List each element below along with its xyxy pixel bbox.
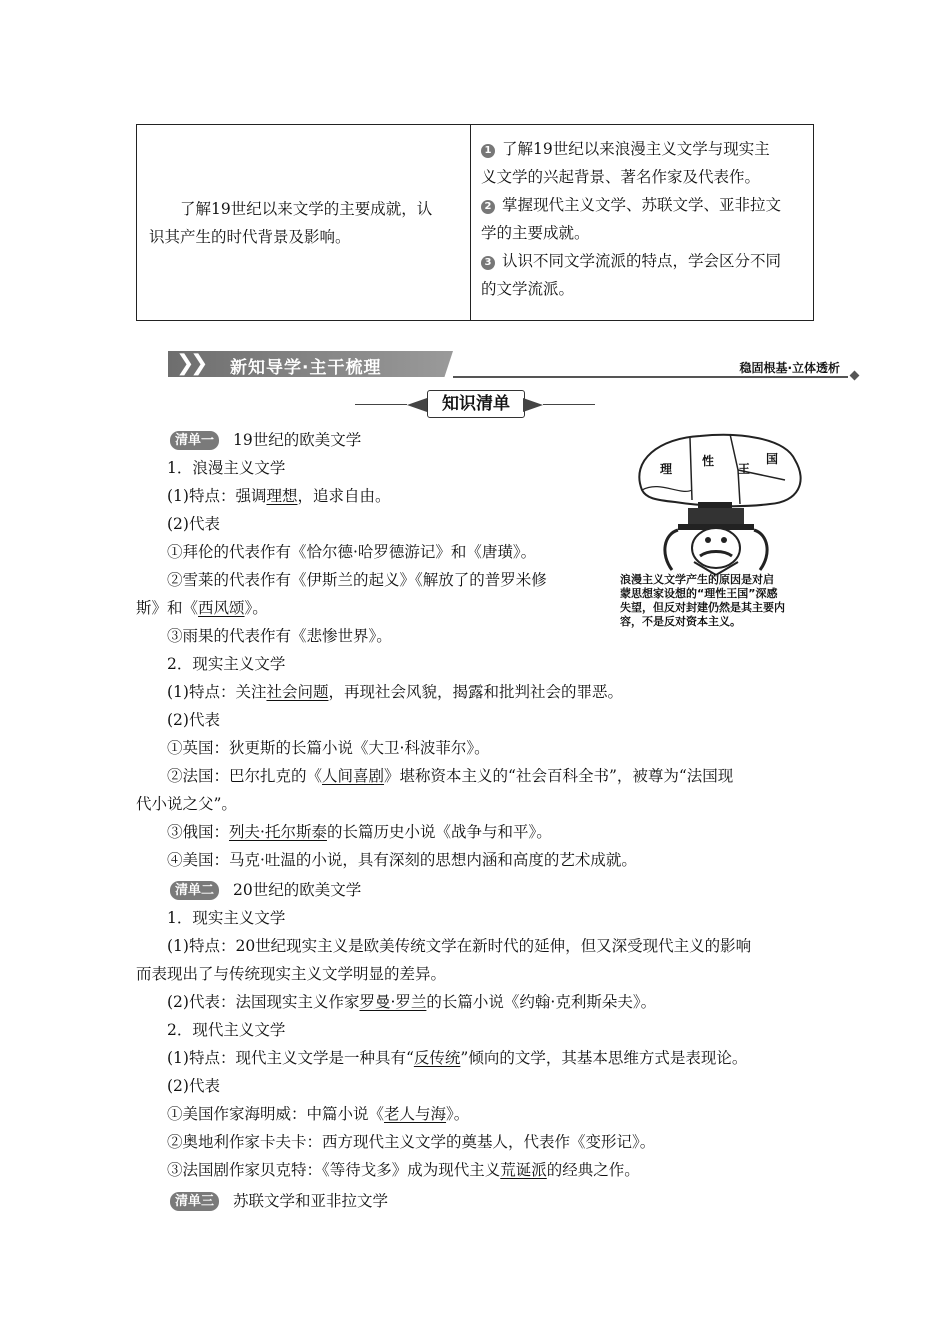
answer-blank: 西风颂: [198, 599, 245, 617]
number-3-icon: 3: [481, 256, 495, 270]
diamond-icon: [850, 371, 860, 381]
objectives-goals: [471, 125, 813, 320]
list-badge: 清单二: [170, 881, 219, 900]
answer-blank: 人间喜剧: [322, 767, 385, 785]
list-heading: [136, 876, 850, 904]
text-line: (2)代表: [167, 1077, 220, 1095]
text-line: ③雨果的代表作有《悲惨世界》。: [167, 627, 392, 645]
text-line: 1．浪漫主义文学: [167, 459, 286, 477]
goal-text: 掌握现代主义文学、苏联文学、亚非拉文: [502, 196, 782, 214]
knowledge-list-header: [355, 389, 595, 419]
divider: [543, 404, 595, 405]
text-line: (1)特点：强调理想，追求自由。: [167, 487, 391, 505]
list-title: 20世纪的欧美文学: [233, 881, 362, 899]
list-heading: [136, 426, 850, 454]
label-char: 理: [660, 462, 673, 476]
text-line: ①拜伦的代表作有《恰尔德·哈罗德游记》和《唐璜》。: [167, 543, 537, 561]
text-line: ②奥地利作家卡夫卡：西方现代主义文学的奠基人，代表作《变形记》。: [167, 1133, 656, 1151]
triangle-right-icon: [523, 398, 543, 412]
label-char: 王: [738, 462, 751, 476]
list-title: 苏联文学和亚非拉文学: [233, 1192, 389, 1210]
summary-line: 了解19世纪以来文学的主要成就，认: [180, 199, 433, 218]
text-line: 2．现实主义文学: [167, 655, 286, 673]
chevron-right-icon: ❯: [190, 351, 209, 376]
text-line: (1)特点：关注社会问题，再现社会风貌，揭露和批判社会的罪恶。: [167, 683, 623, 701]
goal-text: 学的主要成就。: [481, 224, 590, 242]
goal-text: 了解19世纪以来浪漫主义文学与现实主: [502, 140, 770, 158]
number-2-icon: 2: [481, 200, 495, 214]
text-line: (2)代表：法国现实主义作家罗曼·罗兰的长篇小说《约翰·克利斯朵夫》。: [167, 993, 657, 1011]
banner-divider: [453, 376, 848, 378]
answer-blank: 荒诞派: [500, 1161, 547, 1179]
chevron-right-icon: ❯: [176, 351, 195, 376]
text-line: ②雪莱的代表作有《伊斯兰的起义》《解放了的普罗米修: [167, 571, 547, 589]
list-heading: [136, 1187, 850, 1215]
goal-text: 的文学流派。: [481, 280, 575, 298]
answer-blank: 反传统: [413, 1049, 461, 1067]
answer-blank: 罗曼·罗兰: [359, 993, 427, 1011]
divider: [355, 404, 407, 405]
list-badge: 清单一: [170, 431, 219, 450]
caption-line: 蒙思想家设想的“理性王国”深感: [620, 587, 778, 600]
list-badge: 清单三: [170, 1192, 219, 1211]
text-line: 斯》和《西风颂》。: [136, 599, 268, 617]
answer-blank: 老人与海: [384, 1105, 447, 1123]
text-line: ③俄国：列夫·托尔斯泰的长篇历史小说《战争与和平》。: [167, 823, 552, 841]
text-line: (2)代表: [167, 515, 220, 533]
text-line: (1)特点：20世纪现实主义是欧美传统文学在新时代的延伸，但又深受现代主义的影响: [167, 937, 752, 955]
text-line: (1)特点：现代主义文学是一种具有“反传统”倾向的文学，其基本思维方式是表现论。: [167, 1049, 748, 1067]
text-line: ④美国：马克·吐温的小说，具有深刻的思想内涵和高度的艺术成就。: [167, 851, 637, 869]
goal-text: 义文学的兴起背景、著名作家及代表作。: [481, 168, 761, 186]
text-line: ③法国剧作家贝克特：《等待戈多》成为现代主义荒诞派的经典之作。: [167, 1161, 640, 1179]
label-char: 国: [766, 452, 779, 466]
banner-title: 新知导学·主干梳理: [230, 358, 382, 378]
text-line: ②法国：巴尔扎克的《人间喜剧》堪称资本主义的“社会百科全书”，被尊为“法国现: [167, 767, 734, 785]
text-line: ①英国：狄更斯的长篇小说《大卫·科波菲尔》。: [167, 739, 490, 757]
knowledge-list-title: 知识清单: [427, 390, 525, 418]
answer-blank: 列夫·托尔斯泰: [229, 823, 327, 841]
summary-line: 识其产生的时代背景及影响。: [149, 227, 351, 246]
text-line: 代小说之父”。: [136, 795, 237, 813]
text-line: 而表现出了与传统现实主义文学明显的差异。: [136, 965, 447, 983]
text-line: 2．现代主义文学: [167, 1021, 286, 1039]
section-banner: [168, 349, 858, 379]
answer-blank: 理想: [266, 487, 298, 505]
objectives-table: [136, 124, 814, 321]
banner-subtitle: 稳固根基·立体透析: [739, 361, 840, 375]
answer-blank: 社会问题: [266, 683, 329, 701]
caption-line: 失望，但反对封建仍然是其主要内: [620, 601, 785, 614]
list-title: 19世纪的欧美文学: [233, 431, 362, 449]
goal-item: [481, 135, 803, 163]
goal-item: [481, 191, 803, 219]
text-line: 1．现实主义文学: [167, 909, 286, 927]
objectives-summary: [137, 125, 471, 320]
text-line: (2)代表: [167, 711, 220, 729]
goal-text: 认识不同文学流派的特点，学会区分不同: [502, 252, 782, 270]
triangle-left-icon: [407, 398, 427, 412]
caption-line: 浪漫主义文学产生的原因是对启: [620, 573, 774, 586]
goal-item: [481, 247, 803, 275]
label-char: 性: [702, 454, 715, 468]
text-line: ①美国作家海明威：中篇小说《老人与海》。: [167, 1105, 470, 1123]
number-1-icon: 1: [481, 144, 495, 158]
caption-line: 容，不是反对资本主义。: [620, 615, 741, 628]
